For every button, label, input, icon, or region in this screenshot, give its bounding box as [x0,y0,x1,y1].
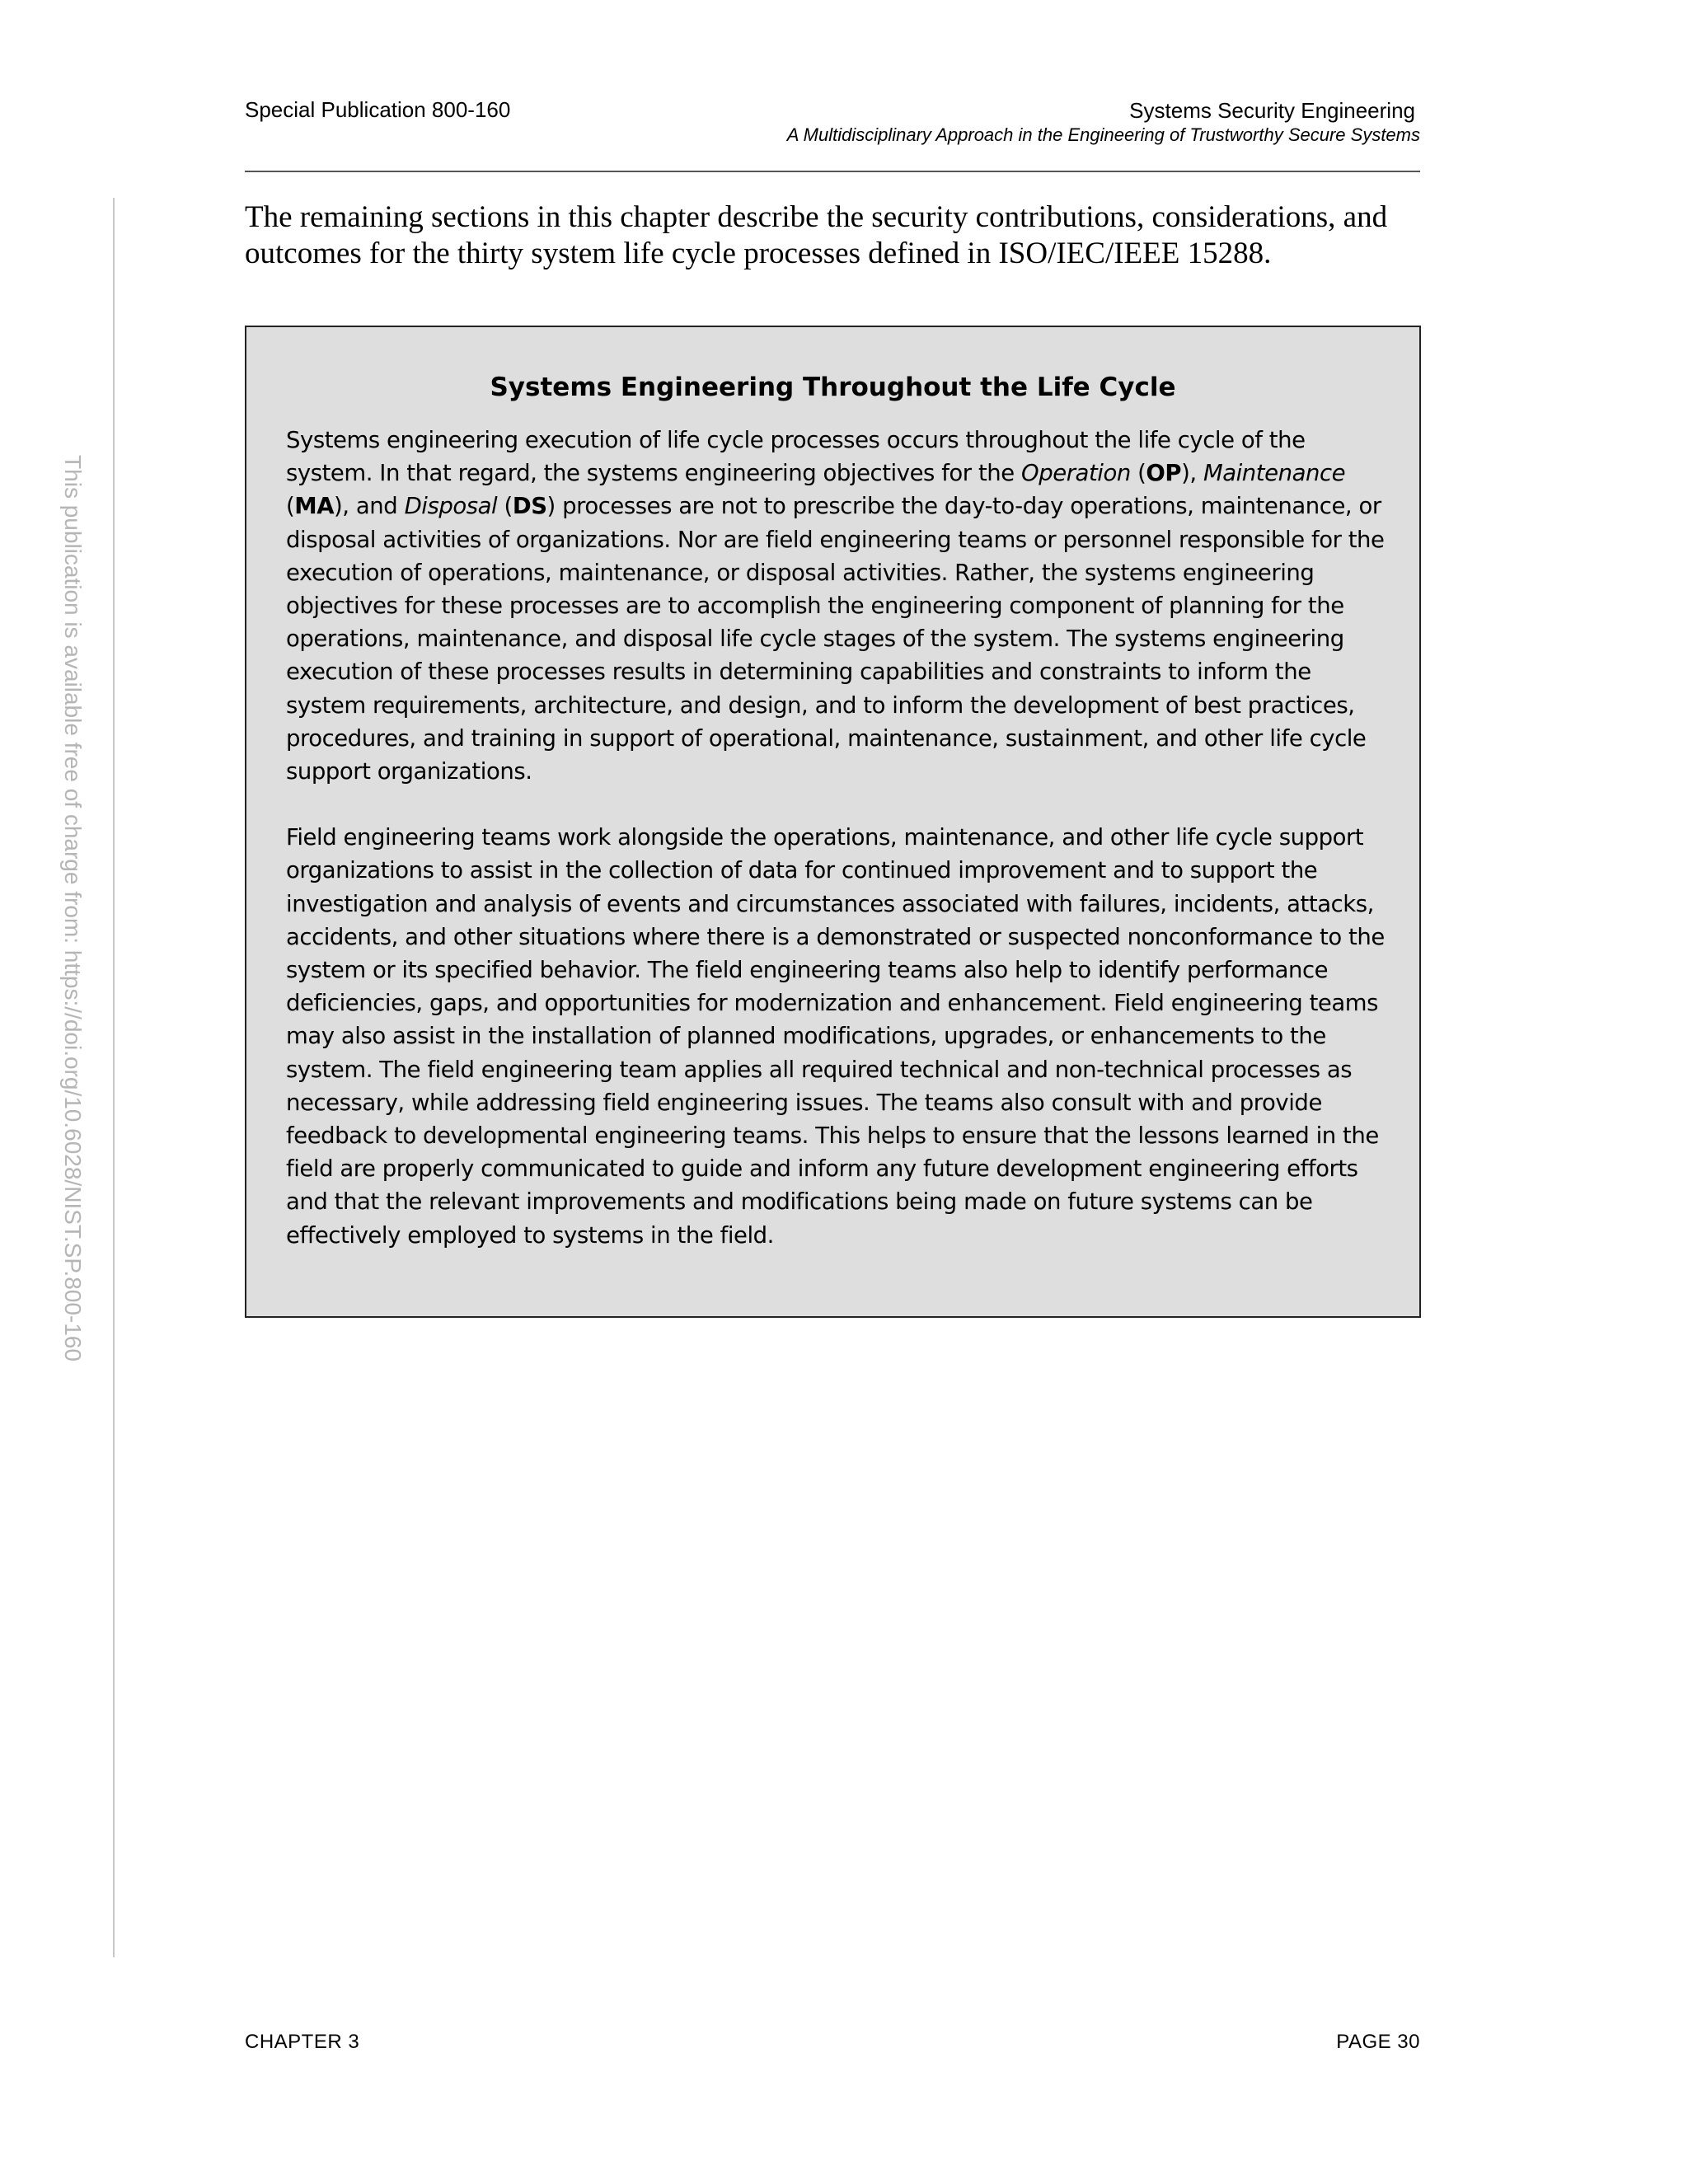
footer-chapter: CHAPTER 3 [245,2031,360,2053]
term-disposal: Disposal [404,493,498,520]
header-title: Systems Security Engineering [1129,98,1415,123]
callout-body [286,424,1395,1285]
availability-watermark: This publication is available free of charge from: https://doi.org/10.6028/NIST.SP.800-160 [60,455,86,1361]
margin-divider [113,198,115,1957]
footer-page-number: PAGE 30 [1336,2031,1420,2053]
header-divider [245,171,1420,172]
callout-paragraph-2: Field engineering teams work alongside the operations, maintenance, and other life cycle support organizations to assist in the collection of data for continued improvement and to support the investigation and analysis of events and circumstances associated with failures, incidents, attacks, accidents, and other situations where there is a demonstrated or suspected nonconformance to the system or its specified behavior. The field engineering teams also help to identify performance deficiencies, gaps, and opportunities for modernization and enhancement. Field engineering teams may also assist in the installation of planned modifications, upgrades, or enhancements to the system. The field engineering team applies all required technical and non-technical processes as necessary, while addressing field engineering issues. The teams also consult with and provide feedback to developmental engineering teams. This helps to ensure that the lessons learned in the field are properly communicated to guide and inform any future development engineering efforts and that the relevant improvements and modifications being made on future systems can be effectively employed to systems in the field. [286,824,1385,1249]
abbr-ds: DS [512,493,547,520]
term-operation: Operation [1021,460,1131,487]
abbr-op: OP [1146,460,1182,487]
header-publication-id: Special Publication 800-160 [245,97,511,122]
sidebar-callout-box [245,326,1421,1318]
header-subtitle: A Multidisciplinary Approach in the Engineering of Trustworthy Secure Systems [786,124,1420,145]
callout-paragraph-1: Systems engineering execution of life cycle processes occurs throughout the life cycle of the system. In that regard, the systems engineering objectives for the Operation (OP), Maintenance (MA), and Disposal (DS) processes are not to prescribe the day-to-day operations, maintenance, or disposal activities of organizations. Nor are field engineering teams or personnel responsible for the execution of operations, maintenance, or disposal activities. Rather, the systems engineering objectives for these processes are to accomplish the engineering component of planning for the operations, maintenance, and disposal life cycle stages of the system. The systems engineering execution of these processes results in determining capabilities and constraints to inform the system requirements, architecture, and design, and to inform the development of best practices, procedures, and training in support of operational, maintenance, sustainment, and other life cycle support organizations. [286,427,1385,785]
callout-title: Systems Engineering Throughout the Life Cycle [490,373,1176,402]
header-title-block [787,97,1420,147]
term-maintenance: Maintenance [1203,460,1346,487]
abbr-ma: MA [294,493,335,520]
intro-paragraph: The remaining sections in this chapter describe the security contributions, considerations, and outcomes for the thirty system life cycle processes defined in ISO/IEC/IEEE 15288. [245,200,1388,270]
